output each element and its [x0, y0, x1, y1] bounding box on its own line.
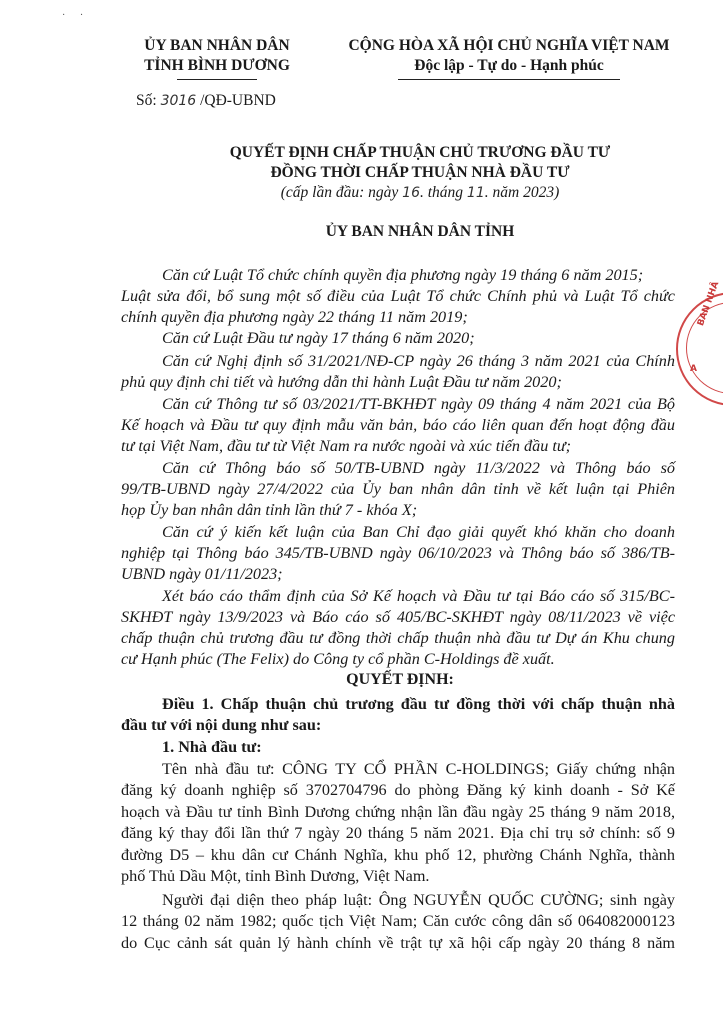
body-line: 12 tháng 02 năm 1982; quốc tịch Việt Nam; Căn cước công dân số 064082000123: [121, 912, 675, 930]
stamp-text: BAN NHÂ: [696, 280, 722, 328]
preamble-line: SKHĐT ngày 13/9/2023 và Báo cáo số 405/BC-SKHĐT ngày 08/11/2023 về việc: [121, 608, 675, 626]
day-handwritten: 16: [402, 185, 420, 201]
official-stamp: [676, 280, 723, 406]
number-suffix: /QĐ-UBND: [200, 92, 276, 109]
preamble-line: cư Hạnh phúc (The Felix) do Công ty cổ phần C-Holdings đề xuất.: [121, 650, 555, 668]
preamble-line: Luật sửa đổi, bổ sung một số điều của Luật Tổ chức Chính phủ và Luật Tổ chức: [121, 287, 675, 305]
decision-heading: QUYẾT ĐỊNH:: [346, 671, 454, 688]
article1-heading: Điều 1. Chấp thuận chủ trương đầu tư đồng thời với chấp thuận nhà: [162, 695, 675, 713]
preamble-line: họp Ủy ban nhân dân tỉnh lần thứ 7 - khóa X;: [121, 501, 418, 519]
document-number: [136, 91, 276, 111]
preamble-line: Căn cứ Nghị định số 31/2021/NĐ-CP ngày 26 tháng 3 năm 2021 của Chính: [162, 352, 675, 370]
preamble-line: UBND ngày 01/11/2023;: [121, 565, 283, 583]
motto-underline: [398, 79, 620, 80]
motto: Độc lập - Tự do - Hạnh phúc: [414, 57, 604, 74]
preamble-line: Căn cứ Luật Tổ chức chính quyền địa phương ngày 19 tháng 6 năm 2015;: [162, 266, 644, 284]
body-line: đăng ký thay đổi lần thứ 7 ngày 20 tháng 5 năm 2021. Địa chỉ trụ sở chính: số 9: [121, 824, 675, 842]
preamble-line: nghiệp tại Thông báo 345/TB-UBND ngày 06/10/2023 và Thông báo số 386/TB-: [121, 544, 675, 562]
preamble-line: 99/TB-UBND ngày 27/4/2022 của Ủy ban nhân dân tỉnh về kết luận tại Phiên: [121, 480, 675, 498]
preamble-line: Kế hoạch và Đầu tư quy định mẫu văn bản, báo cáo liên quan đến hoạt động đầu: [121, 416, 675, 434]
body-line: đăng ký doanh nghiệp số 3702704796 do phòng Đăng ký kinh doanh - Sở Kế: [121, 781, 675, 799]
title-line2: ĐỒNG THỜI CHẤP THUẬN NHÀ ĐẦU TƯ: [270, 164, 570, 181]
section1-heading: 1. Nhà đầu tư:: [162, 738, 262, 756]
preamble-line: Căn cứ ý kiến kết luận của Ban Chỉ đạo giải quyết khó khăn cho doanh: [162, 523, 675, 541]
body-line: Người đại diện theo pháp luật: Ông NGUYỄN QUỐC CƯỜNG; sinh ngày: [162, 891, 675, 909]
number-handwritten: 3016: [160, 93, 197, 109]
preamble-line: chính quyền địa phương ngày 22 tháng 11 năm 2019;: [121, 308, 468, 326]
preamble-line: chấp thuận chủ trương đầu tư đồng thời chấp thuận nhà đầu tư Dự án Khu chung: [121, 629, 675, 647]
authority-heading: ỦY BAN NHÂN DÂN TỈNH: [325, 223, 515, 240]
country-name: CỘNG HÒA XÃ HỘI CHỦ NGHĨA VIỆT NAM: [348, 37, 670, 54]
issue-date-suffix: . năm 2023): [484, 184, 560, 201]
preamble-line: Căn cứ Thông tư số 03/2021/TT-BKHĐT ngày 09 tháng 4 năm 2021 của Bộ: [162, 395, 675, 413]
number-prefix: Số:: [136, 92, 157, 109]
body-line: hoạch và Đầu tư tỉnh Bình Dương chứng nhận lần đầu ngày 25 tháng 9 năm 2018,: [121, 803, 675, 821]
preamble-line: tư tại Việt Nam, đầu tư từ Việt Nam ra nước ngoài và xúc tiến đầu tư;: [121, 437, 572, 455]
preamble-line: Căn cứ Thông báo số 50/TB-UBND ngày 11/3/2022 và Thông báo số: [162, 459, 675, 477]
body-line: phố Thủ Dầu Một, tỉnh Bình Dương, Việt Nam.: [121, 867, 430, 885]
title-line1: QUYẾT ĐỊNH CHẤP THUẬN CHỦ TRƯƠNG ĐẦU TƯ: [229, 144, 611, 161]
preamble-line: Căn cứ Luật Đầu tư ngày 17 tháng 6 năm 2020;: [162, 329, 475, 347]
title-issue-date: [120, 183, 720, 203]
body-line: đường D5 – khu dân cư Chánh Nghĩa, khu phố 12, phường Chánh Nghĩa, thành: [121, 846, 675, 864]
body-line: do Cục cảnh sát quản lý hành chính về trật tự xã hội cấp ngày 20 tháng 8 năm: [121, 934, 675, 952]
preamble-line: phủ quy định chi tiết và hướng dẫn thi hành Luật Đầu tư năm 2020;: [121, 373, 562, 391]
agency-name-line2: TỈNH BÌNH DƯƠNG: [144, 57, 290, 74]
issue-date-prefix: (cấp lần đầu: ngày: [280, 184, 403, 201]
stamp-text-2: A: [690, 364, 697, 374]
preamble-line: Xét báo cáo thẩm định của Sở Kế hoạch và Đầu tư tại Báo cáo số 315/BC-: [162, 587, 675, 605]
agency-underline: [177, 79, 257, 80]
scan-marks: · ·: [62, 10, 90, 21]
agency-name-line1: ỦY BAN NHÂN DÂN: [144, 37, 290, 54]
month-handwritten: 11: [466, 185, 485, 201]
issue-date-mid: . tháng: [419, 184, 467, 201]
body-line: Tên nhà đầu tư: CÔNG TY CỔ PHẦN C-HOLDINGS; Giấy chứng nhận: [162, 760, 675, 778]
article1-heading-cont: đầu tư với nội dung như sau:: [121, 716, 322, 734]
